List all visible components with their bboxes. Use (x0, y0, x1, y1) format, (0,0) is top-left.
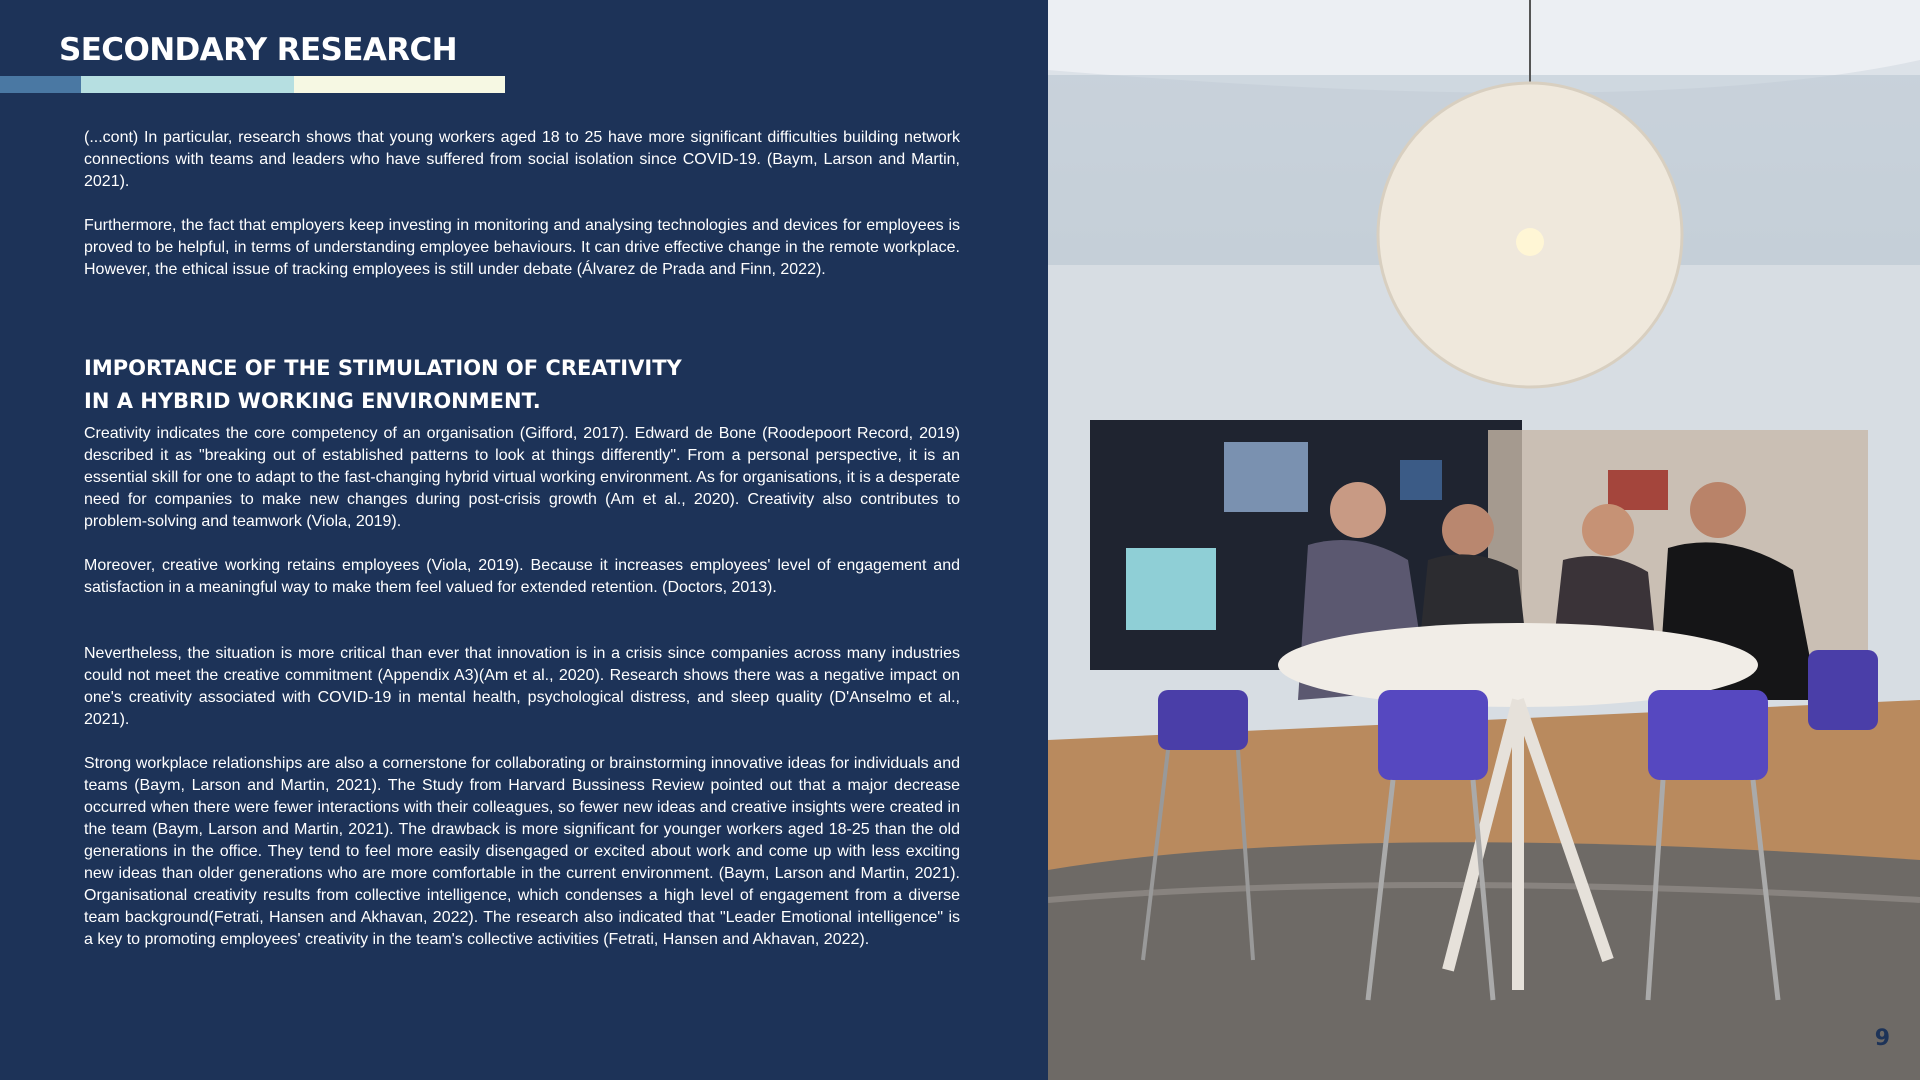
paragraph-innovation-crisis: Nevertheless, the situation is more critical than ever that innovation is in a crisis since companies across many industries could not meet the creative commitment (Appendix A3)(Am et al., 2020). Research shows there was a negative impact on one's creativity associated with COVID-19 in mental health, psychological distress, and sleep quality (D'Anselmo et al., 2021). (84, 645, 960, 728)
pendant-lamp-icon (1378, 83, 1682, 387)
paragraph-young-workers: (...cont) In particular, research shows that young workers aged 18 to 25 have more significant difficulties building network connections with teams and leaders who have suffered from social isolation since COVID-19. (Baym, Larson and Martin, 2021). (84, 129, 960, 190)
title-underline-blue (0, 76, 81, 93)
paragraph-retention: Moreover, creative working retains employees (Viola, 2019). Because it increases employees' level of engagement and satisfaction in a meaningful way to make them feel valued for extended retention. (Doctors, 2013). (84, 557, 960, 596)
page-title: SECONDARY RESEARCH (59, 32, 457, 68)
paragraph-relationships: Strong workplace relationships are also a cornerstone for collaborating or brainstorming innovative ideas for individuals and teams (Baym, Larson and Martin, 2021). The Study from Harvard Bussiness Review pointed out that a major decrease occurred when there were fewer interactions with their colleagues, so fewer new ideas and creative insights were created in the team (Baym, Larson and Martin, 2021). The drawback is more significant for younger workers aged 18-25 than the old generations in the office. They tend to feel more easily disengaged or excited about work and come up with less exciting new ideas than older generations who are more comfortable in the current environment. (Baym, Larson and Martin, 2021). Organisational creativity results from collective intelligence, which condenses a high level of engagement from a diverse team background(Fetrati, Hansen and Akhavan, 2022). The research also indicated that "Leader Emotional intelligence" is a key to promoting employees' creativity in the team's collective activities (Fetrati, Hansen and Akhavan, 2022). (84, 755, 960, 948)
section-heading-line-2: IN A HYBRID WORKING ENVIRONMENT. (84, 389, 541, 413)
title-underline-aqua (81, 76, 294, 93)
page-number: 9 (1874, 1026, 1890, 1051)
paragraph-creativity: Creativity indicates the core competency of an organisation (Gifford, 2017). Edward de Bone (Roodepoort Record, 2019) described it as "breaking out of established patterns to look at things differently". From a personal perspective, it is an essential skill for one to adapt to the fast-changing hybrid virtual working environment. As for organisations, it is a desperate need for companies to make new changes during post-crisis growth (Am et al., 2020). Creativity also contributes to problem-solving and teamwork (Viola, 2019). (84, 425, 960, 530)
section-heading-line-1: IMPORTANCE OF THE STIMULATION OF CREATIVITY (84, 356, 682, 380)
section-heading (84, 352, 960, 418)
books (1608, 470, 1668, 510)
photo-illustration (1048, 0, 1920, 1080)
paragraph-monitoring: Furthermore, the fact that employers keep investing in monitoring and analysing technologies and devices for employees is proved to be helpful, in terms of understanding employee behaviours. It can drive effective change in the remote workplace. However, the ethical issue of tracking employees is still under debate (Álvarez de Prada and Finn, 2022). (84, 217, 960, 278)
office-meeting-photo (1048, 0, 1920, 1080)
title-underline-cream (294, 76, 505, 93)
